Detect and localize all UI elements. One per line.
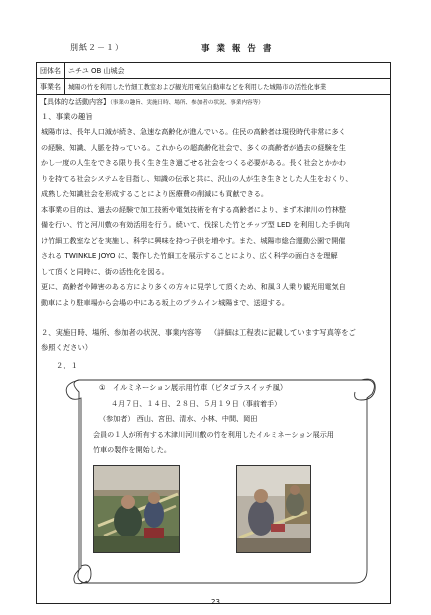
item-desc-2: 竹車の製作を開始した。 [93, 445, 172, 454]
body-line: りを持てる社会システムを目指し、知識の伝承と共に、沢山の人が生き生きとした人生をおくり、 [41, 173, 353, 183]
body-line: の経験、知識、人脈を持っている。これからの超高齢化社会で、多くの高齢者が過去の経験を生 [41, 142, 346, 152]
group-label: 団体名 [37, 63, 65, 78]
body-line: される TWINKLE JOYO に、製作した竹細工を展示することにより、広く科学の面白さを理解 [41, 251, 338, 260]
project-value: 城陽の竹を利用した竹細工教室および観光用電気自動車などを利用した城陽市の活性化事業 [68, 84, 327, 91]
body-line: 城陽市は、長年人口減が続き、急速な高齢化が進んでいる。住民の高齢者は現役時代非常に多く [41, 127, 346, 136]
annex-label: 別紙２－１） [70, 43, 124, 52]
item-dates: ４月７日、１４日、２８日、５月１９日（事前着手） [111, 399, 282, 408]
body-line: 備を行い、竹と河川敷の有効活用を行う。続いて、伐採した竹とチップ型 LED を利用した手供向 [41, 220, 350, 229]
details-heading-line [40, 97, 264, 107]
section2-title: ２、実施日時、場所、参加者の状況、事業内容等 [41, 328, 202, 337]
participants-names: 西山、宮田、清水、小林、中間、岡田 [136, 414, 258, 423]
body-line: 本事業の目的は、過去の経験で加工技術や電気技術を有する高齢者により、まず木津川の竹林整 [41, 204, 347, 214]
page-title: 事 業 報 告 書 [201, 44, 274, 54]
body-line: して頂くと同時に、街の活性化を図る。 [41, 266, 169, 276]
item-desc-1: 会員の１人が所有する木津川河川敷の竹を利用したイルミネーション展示用 [93, 430, 334, 439]
photo-bamboo-workers-1 [93, 465, 180, 553]
project-row [37, 79, 390, 95]
participants-label: （参加者） [99, 414, 135, 423]
item-title: ① イルミネーション展示用竹車（ピタゴラスイッチ風） [99, 383, 288, 392]
photo-bamboo-workers-2 [236, 465, 311, 553]
body-line: 成熟した知識社会を形成することにより医療費の削減にも貢献できる。 [41, 189, 268, 198]
body-line: 更に、高齢者や障害のある方により多くの方々に見学して頂くため、和風３人乗り観光用電気自 [41, 282, 346, 291]
section2-note: （詳細は工程表に記載しています写真等をご [209, 328, 356, 337]
details-heading: 【具体的な活動内容】 [40, 98, 110, 106]
body-line: かし一度の人生をできる限り長く生き生き過ごせる社会をつくる必要がある。長く社会とかかわ [41, 158, 347, 167]
page-number: 23 [211, 598, 220, 606]
group-value: ニチユ OB 山城会 [68, 66, 125, 75]
section2-note-cont: 参照ください） [41, 343, 93, 352]
section1-title: １、事業の趣旨 [41, 112, 93, 121]
section2-sub: ２．１ [56, 361, 78, 370]
body-line: 動車により駐車場から会場の中にある坂上のプラムイン城陽まで、送迎する。 [41, 297, 289, 307]
group-row [37, 63, 390, 79]
item-participants-line [99, 414, 257, 424]
body-line: け竹細工教室などを実施し、科学に興味を持つ子供を増やす。また、城陽市総合運動公園で開催 [41, 235, 346, 245]
project-label: 事業名 [37, 79, 65, 94]
section2-title-line [41, 328, 356, 338]
details-note: （事業の趣旨、実施日時、場所、参加者の状況、事業内容等） [110, 100, 264, 106]
